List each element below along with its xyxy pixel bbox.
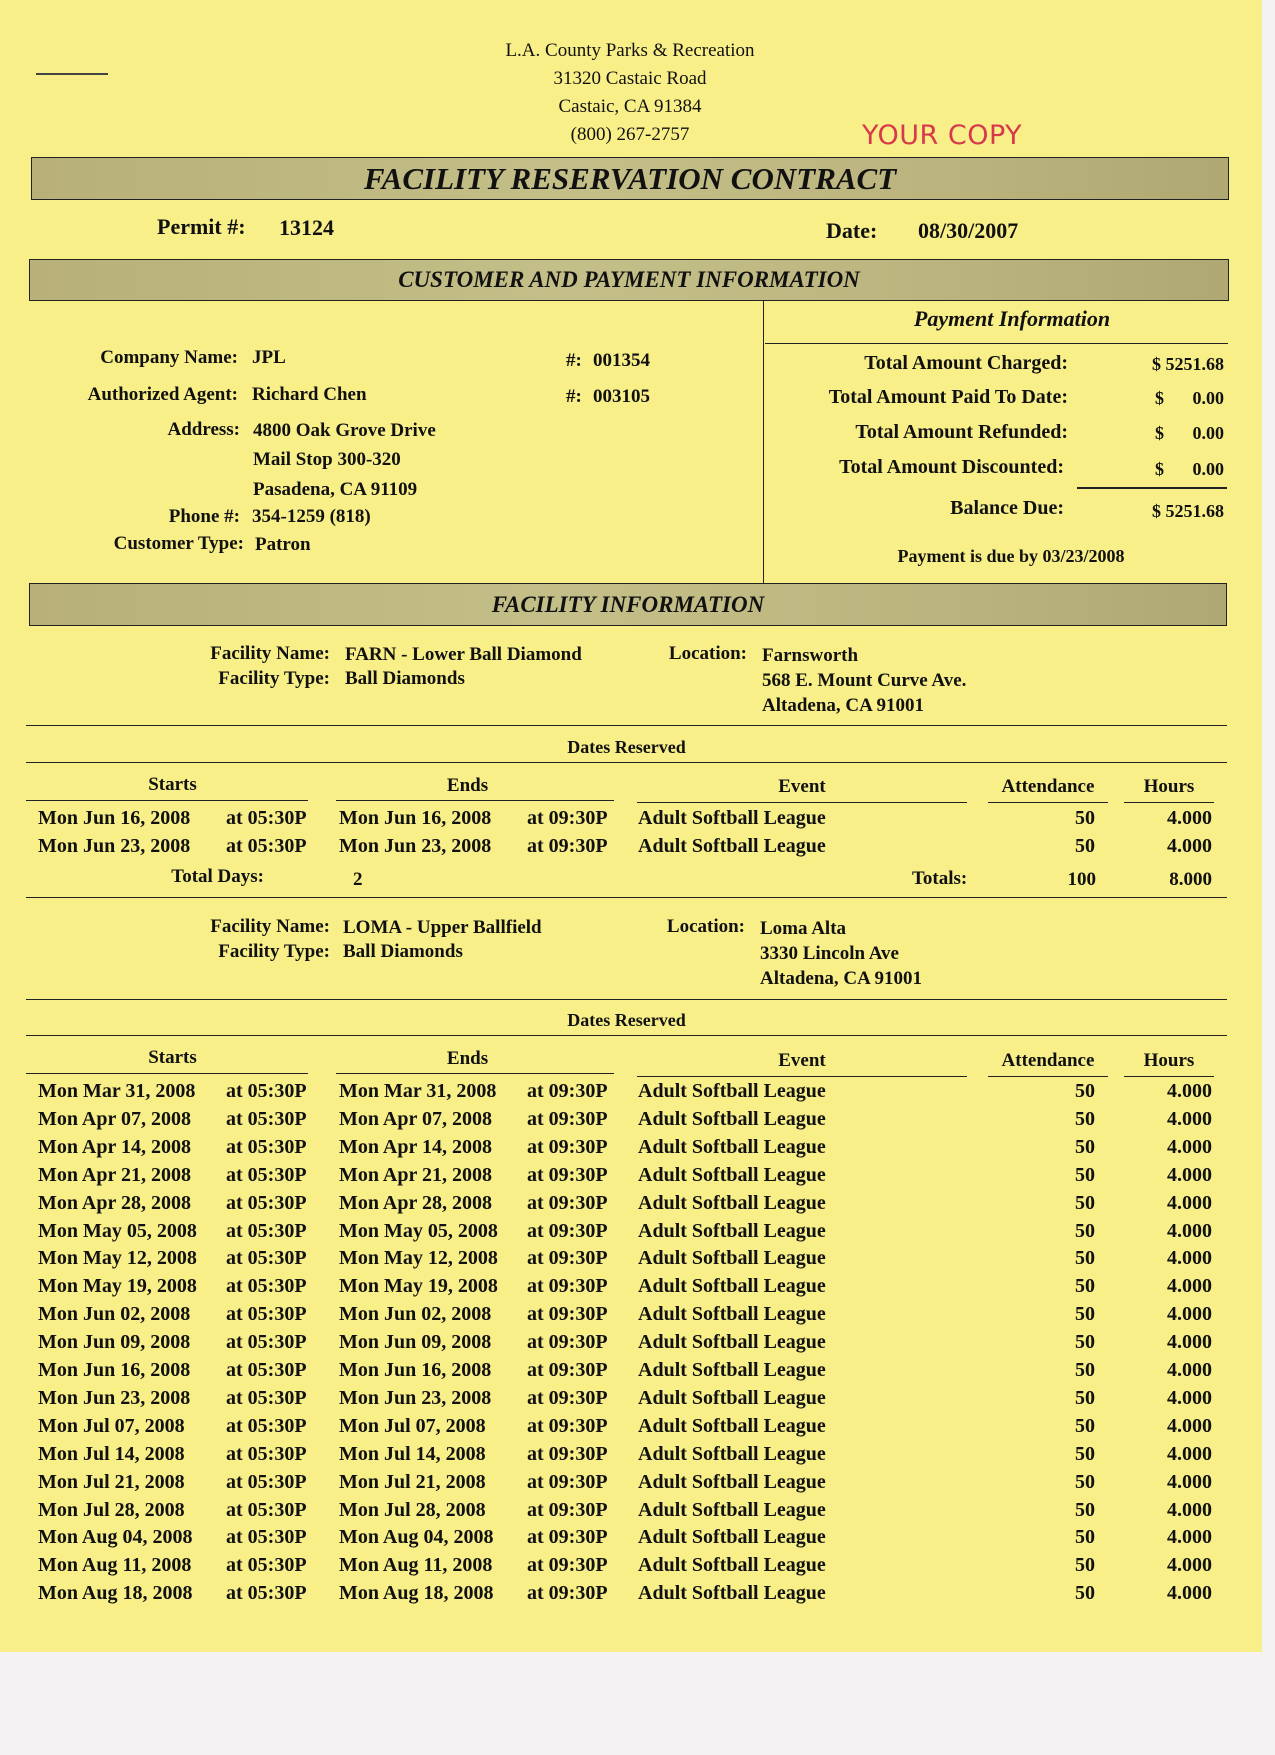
address-line-3: Pasadena, CA 91109 — [253, 479, 418, 500]
agent-number: 003105 — [593, 386, 650, 407]
agency-phone: (800) 267-2757 — [570, 124, 690, 145]
facility-type-label: Facility Type: — [218, 668, 330, 689]
cell-hours: 4.000 — [1167, 1582, 1212, 1605]
facility-2-location-2: 3330 Lincoln Ave — [760, 943, 899, 964]
table-row — [0, 1554, 1262, 1582]
cell-end-date: Mon Aug 04, 2008 — [339, 1526, 494, 1549]
table-row — [0, 807, 1262, 835]
cell-start-time: at 05:30P — [226, 1219, 307, 1242]
cell-event: Adult Softball League — [638, 1107, 826, 1130]
date-label: Date: — [826, 218, 878, 243]
cell-event: Adult Softball League — [638, 1247, 826, 1270]
cell-attendance: 50 — [1075, 1386, 1095, 1409]
facility-1-type: Ball Diamonds — [345, 668, 465, 689]
balance-label: Balance Due: — [950, 497, 1064, 519]
table-row — [0, 835, 1262, 863]
facility-1-name: FARN - Lower Ball Diamond — [345, 644, 582, 665]
attendance-underline — [988, 802, 1108, 803]
paid-amount: 0.00 — [1192, 388, 1224, 408]
cell-start-time: at 05:30P — [226, 835, 307, 857]
table-row — [0, 1108, 1262, 1136]
table-row — [0, 1331, 1262, 1359]
payment-due-note: Payment is due by 03/23/2008 — [897, 546, 1125, 566]
cell-hours: 4.000 — [1167, 1442, 1212, 1465]
cell-end-time: at 09:30P — [527, 835, 608, 857]
facility-1-total-days: 2 — [353, 869, 363, 890]
cell-hours: 4.000 — [1167, 1386, 1212, 1409]
cell-start-time: at 05:30P — [226, 1247, 307, 1270]
permit-number: 13124 — [279, 215, 334, 240]
facility-1-rule — [26, 725, 1227, 726]
cell-end-time: at 09:30P — [527, 1526, 608, 1549]
cell-attendance: 50 — [1075, 1470, 1095, 1493]
facility-1-location-1: Farnsworth — [762, 645, 859, 666]
cell-event: Adult Softball League — [638, 1470, 826, 1493]
cell-start-date: Mon May 12, 2008 — [38, 1247, 197, 1270]
cell-start-date: Mon Jun 02, 2008 — [38, 1303, 191, 1326]
phone-label: Phone #: — [168, 506, 240, 527]
cell-hours: 4.000 — [1167, 1219, 1212, 1242]
cell-end-time: at 09:30P — [527, 1470, 608, 1493]
cell-event: Adult Softball League — [638, 1191, 826, 1214]
cell-hours: 4.000 — [1167, 1080, 1212, 1102]
table-row — [0, 1471, 1262, 1499]
table-row — [0, 1582, 1262, 1610]
agency-street: 31320 Castaic Road — [553, 68, 707, 89]
paid-label: Total Amount Paid To Date: — [828, 386, 1068, 408]
cell-end-time: at 09:30P — [527, 1331, 608, 1354]
cell-attendance: 50 — [1075, 1359, 1095, 1381]
table-row — [0, 1359, 1262, 1387]
cell-attendance: 50 — [1075, 1414, 1095, 1437]
dates-reserved-title-2: Dates Reserved — [567, 1010, 686, 1030]
cell-attendance: 50 — [1075, 1526, 1095, 1549]
cell-event: Adult Softball League — [638, 1582, 826, 1605]
cell-start-time: at 05:30P — [226, 1135, 307, 1158]
address-line-2: Mail Stop 300-320 — [253, 449, 401, 470]
cell-end-date: Mon Jun 23, 2008 — [339, 835, 492, 857]
cell-event: Adult Softball League — [638, 1526, 826, 1549]
cell-event: Adult Softball League — [638, 1163, 826, 1186]
cell-start-date: Mon Jun 09, 2008 — [38, 1331, 191, 1354]
event-header-2: Event — [778, 1050, 826, 1071]
cell-event: Adult Softball League — [638, 1331, 826, 1354]
cell-start-time: at 05:30P — [226, 807, 307, 829]
cell-attendance: 50 — [1075, 835, 1095, 857]
cell-end-date: Mon Jun 02, 2008 — [339, 1303, 492, 1326]
cell-end-date: Mon Apr 28, 2008 — [339, 1191, 492, 1214]
cell-attendance: 50 — [1075, 1275, 1095, 1298]
starts-underline-2 — [26, 1073, 308, 1074]
starts-header: Starts — [148, 774, 197, 795]
cell-end-date: Mon Apr 21, 2008 — [339, 1163, 492, 1186]
payment-info-title: Payment Information — [913, 306, 1111, 331]
location-label: Location: — [668, 643, 747, 664]
cell-end-time: at 09:30P — [527, 1442, 608, 1465]
starts-underline — [26, 800, 308, 801]
table-row — [0, 1220, 1262, 1248]
cell-end-date: Mon Mar 31, 2008 — [339, 1080, 497, 1102]
event-underline-2 — [637, 1076, 967, 1077]
dates-reserved-rule — [26, 762, 1227, 763]
cell-end-time: at 09:30P — [527, 1498, 608, 1521]
cell-attendance: 50 — [1075, 1219, 1095, 1242]
cell-hours: 4.000 — [1167, 1163, 1212, 1186]
customer-payment-banner: CUSTOMER AND PAYMENT INFORMATION — [29, 259, 1229, 301]
agent-label: Authorized Agent: — [87, 384, 238, 405]
cell-hours: 4.000 — [1167, 1414, 1212, 1437]
cell-hours: 4.000 — [1167, 807, 1212, 829]
hours-underline-2 — [1124, 1076, 1214, 1077]
agency-city: Castaic, CA 91384 — [558, 96, 702, 117]
cell-start-date: Mon Jul 07, 2008 — [38, 1414, 185, 1437]
table-row — [0, 1164, 1262, 1192]
cell-attendance: 50 — [1075, 1191, 1095, 1214]
cell-start-time: at 05:30P — [226, 1163, 307, 1186]
cell-event: Adult Softball League — [638, 1554, 826, 1577]
cell-end-date: Mon May 12, 2008 — [339, 1247, 498, 1270]
cell-event: Adult Softball League — [638, 1219, 826, 1242]
page-title: FACILITY RESERVATION CONTRACT — [31, 157, 1229, 200]
your-copy-stamp: YOUR COPY — [862, 120, 1023, 151]
table-row — [0, 1080, 1262, 1108]
cell-start-date: Mon Apr 21, 2008 — [38, 1163, 191, 1186]
discounted-amount: 0.00 — [1192, 459, 1224, 479]
cell-end-date: Mon Jun 16, 2008 — [339, 1359, 492, 1381]
table-row — [0, 1247, 1262, 1275]
cell-hours: 4.000 — [1167, 1191, 1212, 1214]
cell-attendance: 50 — [1075, 1080, 1095, 1102]
cell-start-time: at 05:30P — [226, 1303, 307, 1326]
cell-start-date: Mon Jul 14, 2008 — [38, 1442, 185, 1465]
cell-end-date: Mon Jun 23, 2008 — [339, 1386, 492, 1409]
facility-name-label: Facility Name: — [210, 643, 330, 664]
cell-attendance: 50 — [1075, 1498, 1095, 1521]
cell-end-time: at 09:30P — [527, 1554, 608, 1577]
facility-2-rule — [26, 999, 1227, 1000]
dates-reserved-title: Dates Reserved — [567, 737, 686, 757]
cell-event: Adult Softball League — [638, 1498, 826, 1521]
table-row — [0, 1136, 1262, 1164]
table-row — [0, 1443, 1262, 1471]
cell-attendance: 50 — [1075, 1247, 1095, 1270]
cell-start-time: at 05:30P — [226, 1470, 307, 1493]
cell-hours: 4.000 — [1167, 1275, 1212, 1298]
cell-start-time: at 05:30P — [226, 1442, 307, 1465]
cell-start-date: Mon Jun 16, 2008 — [38, 807, 191, 829]
cell-hours: 4.000 — [1167, 1498, 1212, 1521]
table-row — [0, 1275, 1262, 1303]
facility-type-label-2: Facility Type: — [218, 941, 330, 962]
customer-type-label: Customer Type: — [113, 533, 244, 554]
cell-end-time: at 09:30P — [527, 1107, 608, 1130]
hours-header-2: Hours — [1143, 1050, 1195, 1071]
cell-end-time: at 09:30P — [527, 1359, 608, 1381]
hours-underline — [1124, 802, 1214, 803]
total-charged: $ 5251.68 — [1152, 354, 1224, 374]
agency-name: L.A. County Parks & Recreation — [505, 40, 755, 61]
facility-1-total-attendance: 100 — [1067, 869, 1096, 890]
cell-event: Adult Softball League — [638, 1275, 826, 1298]
facility-2-type: Ball Diamonds — [343, 941, 463, 962]
totals-label: Totals: — [912, 868, 968, 889]
cell-start-time: at 05:30P — [226, 1554, 307, 1577]
cell-hours: 4.000 — [1167, 1107, 1212, 1130]
refunded-label: Total Amount Refunded: — [855, 421, 1068, 443]
facility-1-total-hours: 8.000 — [1169, 869, 1212, 890]
cell-end-time: at 09:30P — [527, 1582, 608, 1605]
cell-start-time: at 05:30P — [226, 1331, 307, 1354]
cell-start-date: Mon May 19, 2008 — [38, 1275, 197, 1298]
event-header: Event — [778, 776, 826, 797]
total-days-label: Total Days: — [171, 866, 264, 887]
cell-end-time: at 09:30P — [527, 1275, 608, 1298]
attendance-underline-2 — [988, 1076, 1108, 1077]
cell-end-time: at 09:30P — [527, 1219, 608, 1242]
company-number-label: #: — [566, 350, 582, 371]
balance-rule — [1077, 487, 1227, 489]
dates-reserved-rule-2 — [26, 1035, 1227, 1036]
cell-start-time: at 05:30P — [226, 1526, 307, 1549]
table-row — [0, 1526, 1262, 1554]
cell-attendance: 50 — [1075, 1331, 1095, 1354]
discounted-currency: $ — [1155, 459, 1164, 479]
cell-start-time: at 05:30P — [226, 1414, 307, 1437]
ends-underline-2 — [336, 1073, 614, 1074]
cell-start-date: Mon Mar 31, 2008 — [38, 1080, 196, 1102]
facility-info-banner: FACILITY INFORMATION — [29, 583, 1227, 626]
cell-end-date: Mon Jun 16, 2008 — [339, 807, 492, 829]
cell-end-time: at 09:30P — [527, 1414, 608, 1437]
cell-attendance: 50 — [1075, 1107, 1095, 1130]
cell-hours: 4.000 — [1167, 1470, 1212, 1493]
company-label: Company Name: — [100, 347, 238, 368]
cell-hours: 4.000 — [1167, 835, 1212, 857]
company-name: JPL — [252, 347, 286, 368]
cell-hours: 4.000 — [1167, 1526, 1212, 1549]
location-label-2: Location: — [666, 916, 745, 937]
facility-1-location-2: 568 E. Mount Curve Ave. — [762, 670, 967, 691]
attendance-header-2: Attendance — [1001, 1050, 1095, 1071]
cell-end-time: at 09:30P — [527, 1135, 608, 1158]
cell-event: Adult Softball League — [638, 1414, 826, 1437]
facility-1-location-3: Altadena, CA 91001 — [762, 695, 925, 716]
cell-start-date: Mon Jun 23, 2008 — [38, 1386, 191, 1409]
cell-start-time: at 05:30P — [226, 1582, 307, 1605]
customer-type: Patron — [255, 534, 311, 555]
address-label: Address: — [167, 419, 240, 440]
total-charged-label: Total Amount Charged: — [864, 352, 1068, 374]
cell-end-time: at 09:30P — [527, 1080, 608, 1102]
cell-start-date: Mon Aug 18, 2008 — [38, 1582, 193, 1605]
cell-start-date: Mon Jul 28, 2008 — [38, 1498, 185, 1521]
cell-end-date: Mon Aug 18, 2008 — [339, 1582, 494, 1605]
table-row — [0, 1192, 1262, 1220]
cell-event: Adult Softball League — [638, 1442, 826, 1465]
cell-event: Adult Softball League — [638, 835, 826, 857]
cell-end-time: at 09:30P — [527, 807, 608, 829]
cell-hours: 4.000 — [1167, 1247, 1212, 1270]
cell-start-date: Mon Aug 11, 2008 — [38, 1554, 192, 1577]
cell-end-time: at 09:30P — [527, 1303, 608, 1326]
customer-phone: 354-1259 (818) — [252, 506, 371, 527]
facility-2-name: LOMA - Upper Ballfield — [343, 917, 542, 938]
cell-start-time: at 05:30P — [226, 1107, 307, 1130]
cell-end-time: at 09:30P — [527, 1247, 608, 1270]
cell-attendance: 50 — [1075, 1303, 1095, 1326]
cell-start-date: Mon Jun 23, 2008 — [38, 835, 191, 857]
cell-hours: 4.000 — [1167, 1303, 1212, 1326]
cell-end-date: Mon Aug 11, 2008 — [339, 1554, 493, 1577]
cell-attendance: 50 — [1075, 1582, 1095, 1605]
cell-end-date: Mon Jul 28, 2008 — [339, 1498, 486, 1521]
cell-start-time: at 05:30P — [226, 1386, 307, 1409]
cell-start-time: at 05:30P — [226, 1191, 307, 1214]
cell-attendance: 50 — [1075, 807, 1095, 829]
cell-event: Adult Softball League — [638, 1386, 826, 1409]
cell-start-date: Mon Aug 04, 2008 — [38, 1526, 193, 1549]
cell-hours: 4.000 — [1167, 1135, 1212, 1158]
cell-hours: 4.000 — [1167, 1331, 1212, 1354]
cell-attendance: 50 — [1075, 1554, 1095, 1577]
cell-end-date: Mon Jun 09, 2008 — [339, 1331, 492, 1354]
refunded-amount: 0.00 — [1192, 423, 1224, 443]
pen-mark — [36, 73, 108, 75]
cell-event: Adult Softball League — [638, 1303, 826, 1326]
facility-2-location-3: Altadena, CA 91001 — [760, 968, 923, 989]
refunded-currency: $ — [1155, 423, 1164, 443]
balance-due: $ 5251.68 — [1152, 501, 1224, 521]
cell-end-date: Mon Jul 07, 2008 — [339, 1414, 486, 1437]
cell-start-date: Mon Jun 16, 2008 — [38, 1359, 191, 1381]
agent-name: Richard Chen — [252, 384, 367, 405]
cell-start-date: Mon May 05, 2008 — [38, 1219, 197, 1242]
cell-end-time: at 09:30P — [527, 1163, 608, 1186]
hours-header: Hours — [1143, 776, 1195, 797]
facility-1-end-rule — [26, 897, 1227, 898]
cell-end-date: Mon Apr 14, 2008 — [339, 1135, 492, 1158]
starts-header-2: Starts — [148, 1047, 197, 1068]
cell-hours: 4.000 — [1167, 1554, 1212, 1577]
address-line-1: 4800 Oak Grove Drive — [253, 420, 436, 441]
cell-end-date: Mon Apr 07, 2008 — [339, 1107, 492, 1130]
cell-start-date: Mon Jul 21, 2008 — [38, 1470, 185, 1493]
cell-start-time: at 05:30P — [226, 1275, 307, 1298]
cell-start-date: Mon Apr 14, 2008 — [38, 1135, 191, 1158]
cell-event: Adult Softball League — [638, 1080, 826, 1102]
facility-2-location-1: Loma Alta — [760, 918, 847, 939]
event-underline — [637, 802, 967, 803]
cell-event: Adult Softball League — [638, 1359, 826, 1381]
cell-attendance: 50 — [1075, 1135, 1095, 1158]
discounted-label: Total Amount Discounted: — [839, 456, 1064, 478]
cell-end-time: at 09:30P — [527, 1191, 608, 1214]
attendance-header: Attendance — [1001, 776, 1095, 797]
contract-date: 08/30/2007 — [918, 218, 1019, 243]
table-row — [0, 1499, 1262, 1527]
ends-header-2: Ends — [446, 1048, 489, 1069]
cell-end-date: Mon Jul 14, 2008 — [339, 1442, 486, 1465]
cell-end-date: Mon May 19, 2008 — [339, 1275, 498, 1298]
cell-hours: 4.000 — [1167, 1359, 1212, 1381]
cell-start-time: at 05:30P — [226, 1498, 307, 1521]
cell-event: Adult Softball League — [638, 807, 826, 829]
company-number: 001354 — [593, 350, 650, 371]
table-row — [0, 1387, 1262, 1415]
agent-number-label: #: — [566, 386, 582, 407]
payment-title-rule — [765, 343, 1228, 344]
ends-header: Ends — [446, 775, 489, 796]
cell-end-date: Mon May 05, 2008 — [339, 1219, 498, 1242]
permit-label: Permit #: — [157, 214, 246, 239]
ends-underline — [336, 800, 614, 801]
section-divider — [763, 300, 764, 583]
cell-start-date: Mon Apr 28, 2008 — [38, 1191, 191, 1214]
table-row — [0, 1303, 1262, 1331]
cell-end-time: at 09:30P — [527, 1386, 608, 1409]
cell-event: Adult Softball League — [638, 1135, 826, 1158]
facility-name-label-2: Facility Name: — [210, 916, 330, 937]
cell-end-date: Mon Jul 21, 2008 — [339, 1470, 486, 1493]
cell-attendance: 50 — [1075, 1442, 1095, 1465]
table-row — [0, 1415, 1262, 1443]
paid-currency: $ — [1155, 388, 1164, 408]
cell-start-date: Mon Apr 07, 2008 — [38, 1107, 191, 1130]
cell-start-time: at 05:30P — [226, 1359, 307, 1381]
cell-attendance: 50 — [1075, 1163, 1095, 1186]
cell-start-time: at 05:30P — [226, 1080, 307, 1102]
